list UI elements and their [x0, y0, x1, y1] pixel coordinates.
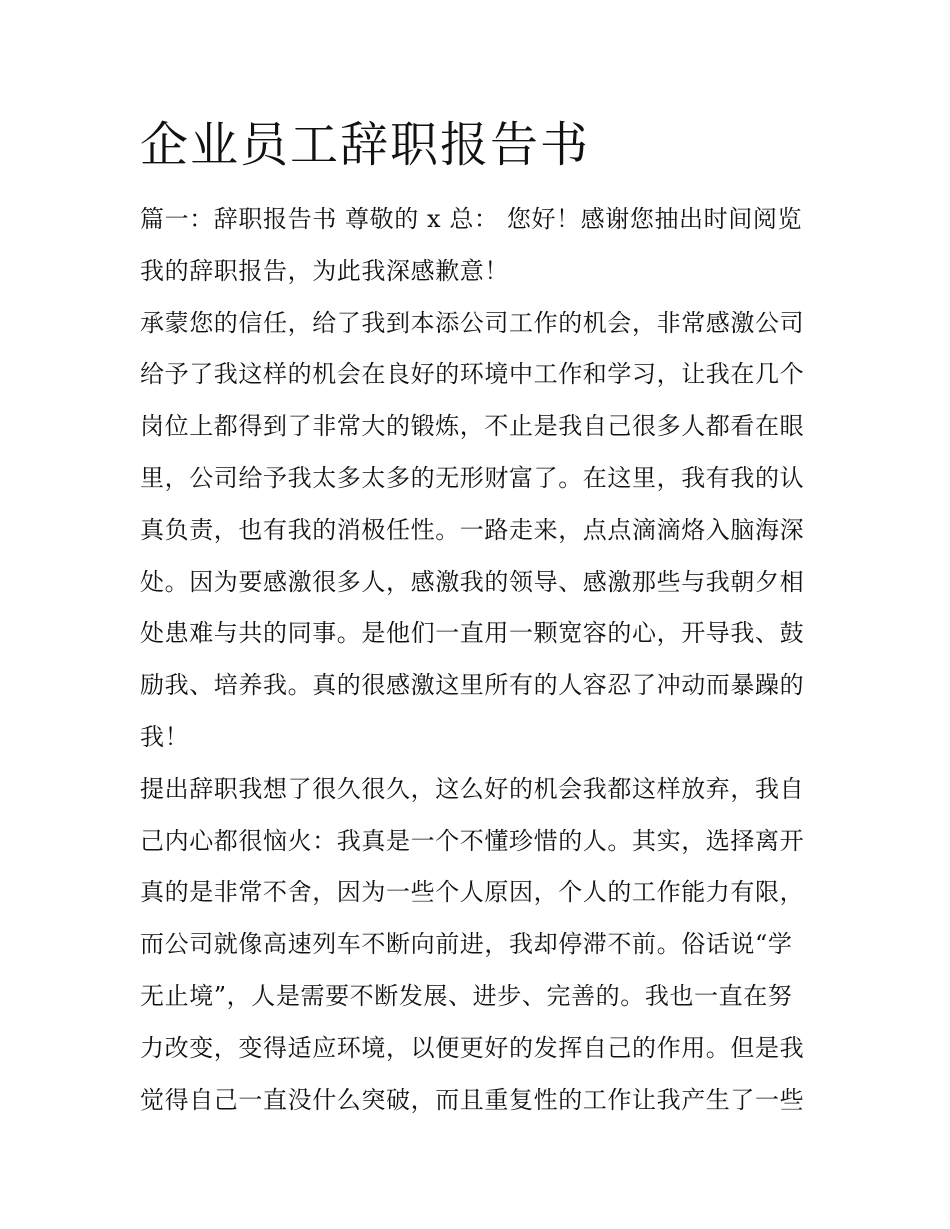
body-line: 处患难与共的同事。是他们一直用一颗宽容的心，开导我、鼓 — [140, 619, 805, 648]
body-line: 篇一：辞职报告书 尊敬的 x 总： 您好！感谢您抽出时间阅览 — [140, 205, 803, 233]
body-line: 觉得自己一直没什么突破，而且重复性的工作让我产生了一些 — [140, 1085, 805, 1114]
body-line: 我的辞职报告，为此我深感歉意！ — [140, 256, 509, 285]
body-line: 承蒙您的信任，给了我到本添公司工作的机会，非常感激公司 — [140, 308, 805, 337]
body-line: 里，公司给予我太多太多的无形财富了。在这里，我有我的认 — [140, 463, 805, 492]
body-line: 己内心都很恼火：我真是一个不懂珍惜的人。其实，选择离开 — [140, 826, 805, 855]
body-line: 岗位上都得到了非常大的锻炼，不止是我自己很多人都看在眼 — [140, 412, 805, 441]
body-line: 而公司就像高速列车不断向前进，我却停滞不前。俗话说“学 — [140, 930, 793, 959]
body-line: 力改变，变得适应环境，以便更好的发挥自己的作用。但是我 — [140, 1033, 805, 1062]
body-line: 给予了我这样的机会在良好的环境中工作和学习，让我在几个 — [140, 360, 805, 389]
body-line: 无止境”，人是需要不断发展、进步、完善的。我也一直在努 — [140, 981, 793, 1010]
body-line: 励我、培养我。真的很感激这里所有的人容忍了冲动而暴躁的 — [140, 671, 805, 700]
body-line: 真的是非常不舍，因为一些个人原因，个人的工作能力有限， — [140, 878, 805, 907]
document-title: 企业员工辞职报告书 — [140, 117, 591, 173]
document-body — [140, 194, 820, 1126]
body-line: 真负责，也有我的消极任性。一路走来，点点滴滴烙入脑海深 — [140, 515, 805, 544]
body-line: 处。因为要感激很多人，感激我的领导、感激那些与我朝夕相 — [140, 567, 805, 596]
body-line: 提出辞职我想了很久很久，这么好的机会我都这样放弃，我自 — [140, 774, 805, 803]
body-line: 我！ — [140, 722, 190, 751]
